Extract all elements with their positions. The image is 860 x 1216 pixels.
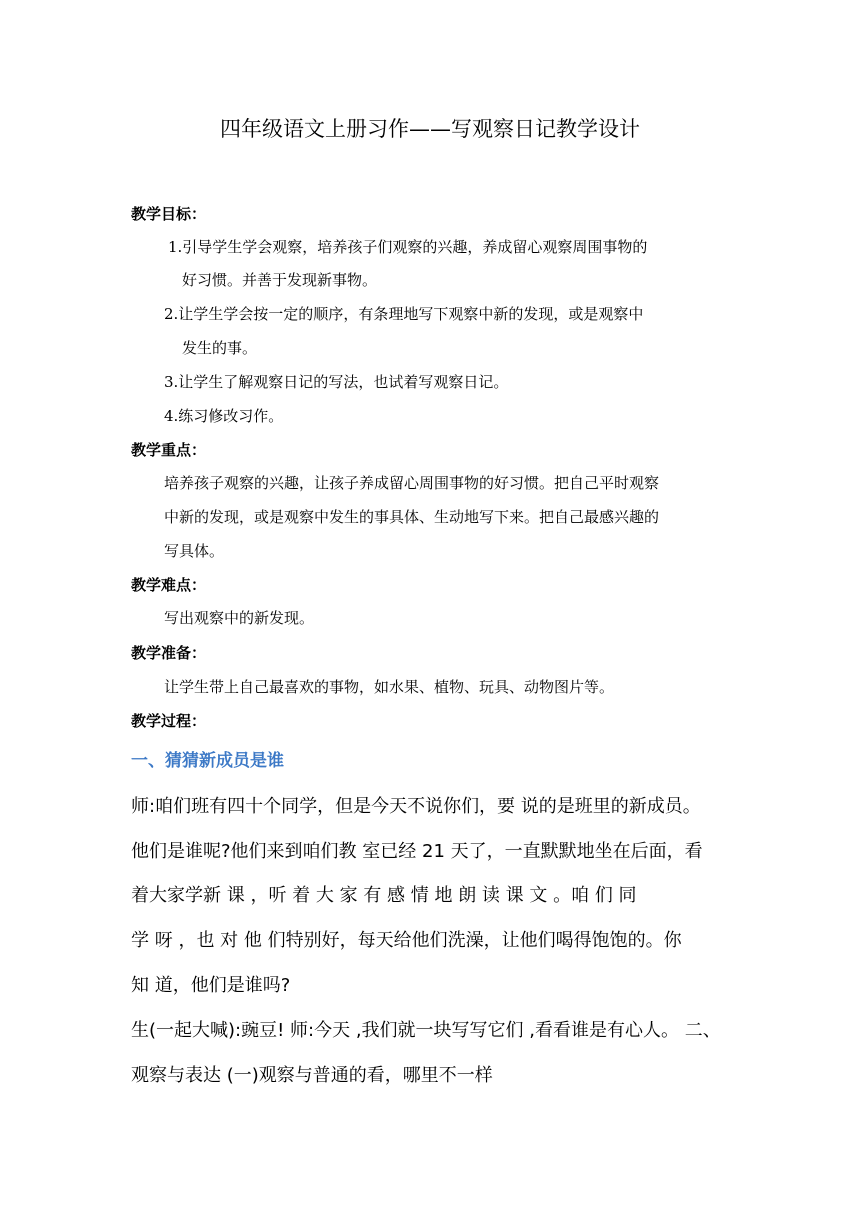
goal-item-1: 1.引导学生学会观察，培养孩子们观察的兴趣，养成留心观察周围事物的 <box>168 238 648 256</box>
preparation-text: 让学生带上自己最喜欢的事物，如水果、植物、玩具、动物图片等。 <box>164 678 615 696</box>
body-line-3: 着大家学新 课 ，听 着 大 家 有 感 情 地 朗 读 课 文 。咱 们 同 <box>131 885 637 906</box>
preparation-heading: 教学准备： <box>131 644 207 662</box>
section-1-title: 一、猜猜新成员是谁 <box>131 751 284 771</box>
goal-item-3: 3.让学生了解观察日记的写法，也试着写观察日记。 <box>164 373 509 391</box>
goal-item-4: 4.练习修改习作。 <box>164 407 284 425</box>
body-line-5: 知 道，他们是谁吗? <box>131 975 291 996</box>
body-line-6: 生(一起大喊):豌豆! 师:今天 ,我们就一块写写它们 ,看看谁是有心人。 二、 <box>131 1020 721 1041</box>
key-points-line-1: 培养孩子观察的兴趣，让孩子养成留心周围事物的好习惯。把自己平时观察 <box>164 474 660 492</box>
body-line-7: 观察与表达 (一)观察与普通的看，哪里不一样 <box>131 1065 493 1086</box>
body-line-1: 师:咱们班有四十个同学，但是今天不说你们，要 说的是班里的新成员。 <box>131 796 701 817</box>
goal-item-2-cont: 发生的事。 <box>182 339 258 357</box>
body-line-2: 他们是谁呢?他们来到咱们教 室已经 21 天了，一直默默地坐在后面，看 <box>131 841 703 862</box>
body-line-4: 学 呀 ，也 对 他 们特别好，每天给他们洗澡，让他们喝得饱饱的。你 <box>131 930 682 951</box>
process-heading: 教学过程： <box>131 712 207 730</box>
goal-item-1-cont: 好习惯。并善于发现新事物。 <box>182 271 378 289</box>
key-points-heading: 教学重点： <box>131 441 207 459</box>
difficulty-heading: 教学难点： <box>131 576 207 594</box>
difficulty-text: 写出观察中的新发现。 <box>164 609 315 627</box>
goal-item-2: 2.让学生学会按一定的顺序，有条理地写下观察中新的发现，或是观察中 <box>164 305 644 323</box>
key-points-line-3: 写具体。 <box>164 542 225 560</box>
goals-heading: 教学目标： <box>131 205 207 223</box>
key-points-line-2: 中新的发现，或是观察中发生的事具体、生动地写下来。把自己最感兴趣的 <box>164 508 660 526</box>
document-title: 四年级语文上册习作——写观察日记教学设计 <box>220 117 640 141</box>
